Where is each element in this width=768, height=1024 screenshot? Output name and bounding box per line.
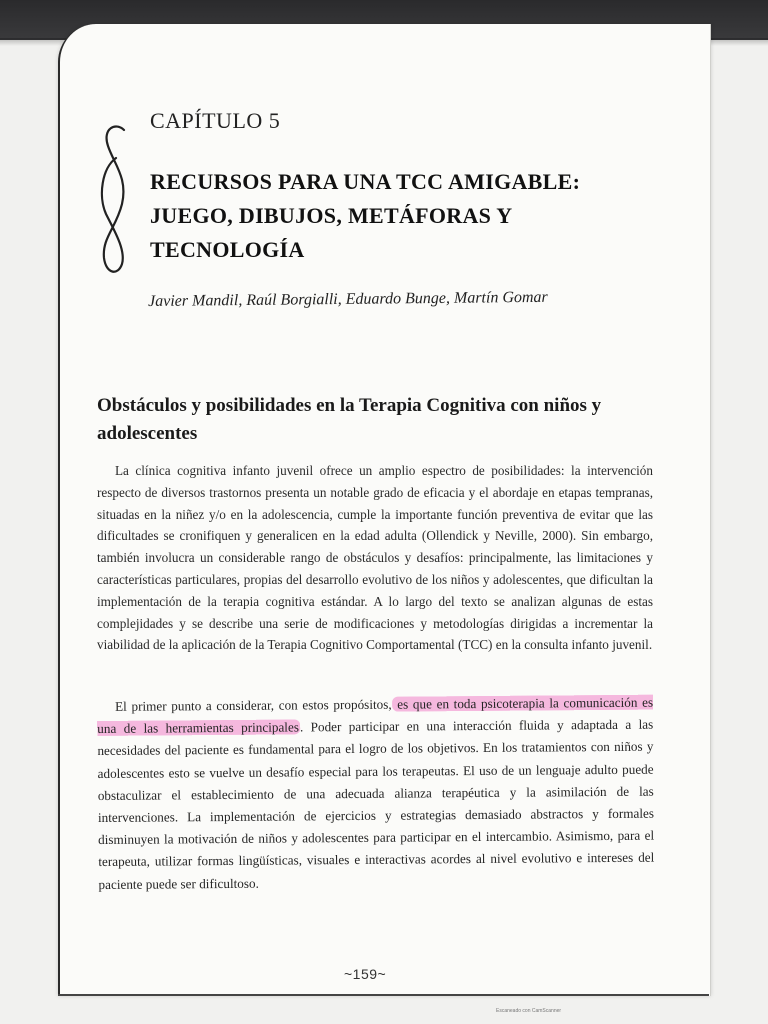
- chapter-number: CAPÍTULO 5: [150, 108, 281, 133]
- paragraph: La clínica cognitiva infanto juvenil ofrece un amplio espectro de posibilidades: la intervención respecto de diversos trastornos presenta un notable grado de eficacia y el abordaje en etapas tempranas, situadas en la niñez y/o en la adolescencia, cumple la importante función preventiva de evitar que las dificultades se cronifiquen y generalicen en la edad adulta (Ollendick y Neville, 2000). Sin embargo, también involucra un considerable rango de obstáculos y desafíos: principalmente, las limitaciones y características particulares, propias del desarrollo evolutivo de los niños y adolescentes, que dificultan la implementación de la terapia cognitiva estándar. A lo largo del texto se analizan algunas de estas complejidades y se describe una serie de modificaciones y metodologías dirigidas a incrementar la viabilidad de la aplicación de la Terapia Cognitivo Comportamental (TCC) en la consulta infanto juvenil.: [97, 463, 653, 653]
- body-text-continued: [97, 692, 655, 896]
- scanner-watermark: Escaneado con CamScanner: [496, 1008, 562, 1014]
- highlighted-text: es que en toda psicoterapia la comunicación es una de las herramientas principales: [97, 694, 654, 737]
- chapter-title-line: TECNOLOGÍA: [150, 237, 305, 262]
- page-bottom-edge: [58, 994, 709, 996]
- section-heading: Obstáculos y posibilidades en la Terapia Cognitiva con niños y adolescentes: [97, 395, 602, 444]
- chapter-title: [150, 165, 580, 267]
- page-number: ~159~: [344, 966, 387, 982]
- paragraph-text: El primer punto a considerar, con estos propósitos,: [115, 696, 392, 714]
- chapter-title-line: JUEGO, DIBUJOS, METÁFORAS Y: [150, 203, 513, 228]
- body-text: [97, 460, 653, 656]
- paragraph-text: . Poder participar en una interacción fluida y adaptada a las necesidades del paciente es fundamental para el logro de los objetivos. En los tratamientos con niños y adolescentes esto se vuelve un desafío especial para los terapeutas. El uso de un lenguaje adulto puede obstaculizar el establecimiento de una adecuada alianza terapéutica y la asimilación de las intervenciones. La implementación de ejercicios y estrategias demasiado abstractos y formales disminuyen la motivación de niños y adolescentes para participar en el intercambio. Asimismo, para el terapeuta, utilizar formas lingüísticas, visuales e interactivas acordes al nivel evolutivo e intereses del paciente puede ser dificultoso.: [97, 716, 655, 892]
- paragraph: [97, 692, 655, 896]
- chapter-ornament-icon: [94, 118, 134, 278]
- chapter-authors: Javier Mandil, Raúl Borgialli, Eduardo Bunge, Martín Gomar: [148, 288, 548, 310]
- chapter-title-line: RECURSOS PARA UNA TCC AMIGABLE:: [150, 169, 581, 194]
